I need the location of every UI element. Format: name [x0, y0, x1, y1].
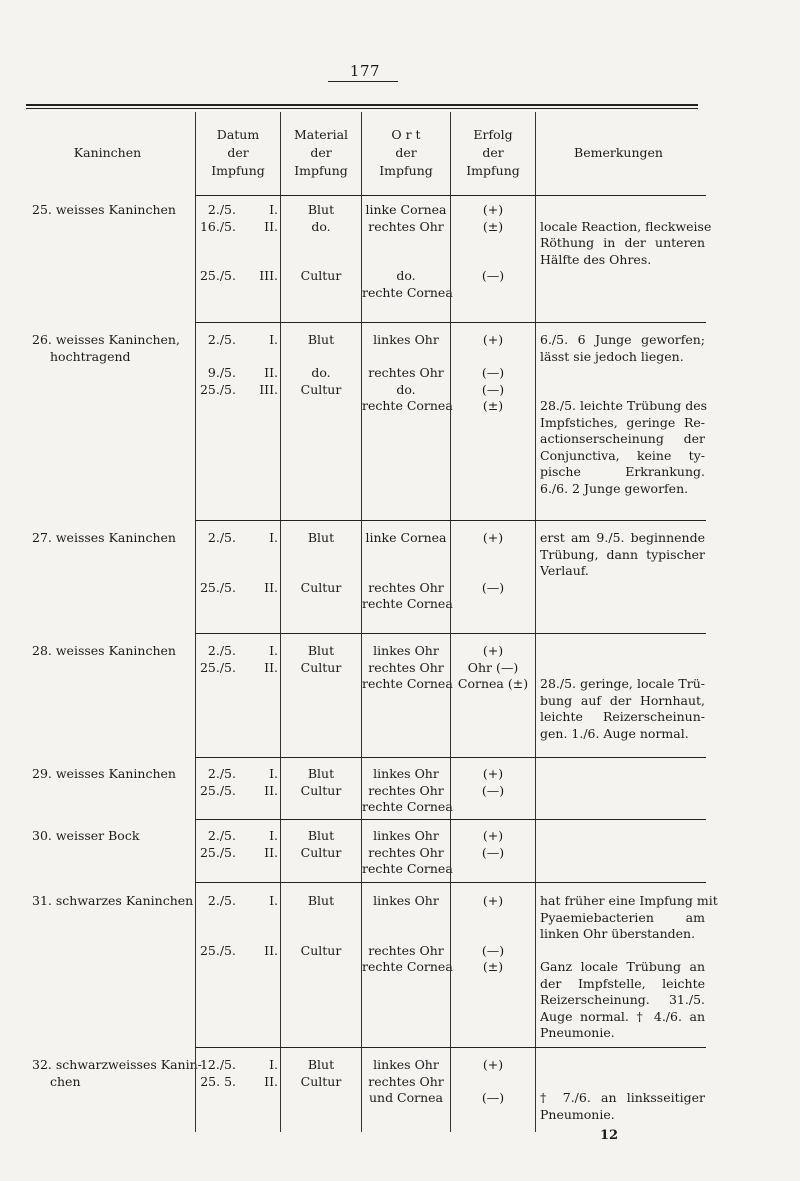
row-material: Cultur	[300, 659, 342, 675]
row-material: Blut	[307, 893, 335, 908]
header-ort: O r t der Impfung	[379, 127, 433, 178]
row-name: 31. schwarzes Kaninchen	[32, 893, 194, 908]
row-separator	[195, 195, 706, 196]
row-erfolg: (+)	[482, 828, 504, 843]
row-bemerkung: pische Erkrankung.	[540, 464, 705, 479]
page-number-underline	[328, 81, 398, 82]
row-erfolg: (±)	[482, 959, 504, 974]
row-bemerkung: Pneumonie.	[540, 1025, 615, 1040]
row-erfolg: (—)	[481, 381, 505, 397]
header-datum: Datum der Impfung	[211, 127, 265, 178]
row-impfung-number: II.	[264, 782, 278, 798]
top-rule-thin	[26, 108, 698, 109]
row-bemerkung: Reizerscheinung. 31./5.	[540, 992, 705, 1007]
row-bemerkung: Trübung, dann typischer	[540, 546, 705, 562]
row-date: 25./5.	[199, 579, 236, 595]
row-date: 16./5.	[199, 218, 236, 234]
row-erfolg: (—)	[481, 782, 505, 798]
row-date: 2./5.	[207, 643, 236, 658]
row-separator	[195, 1047, 706, 1048]
row-material: Blut	[307, 530, 335, 545]
row-material: Cultur	[300, 381, 342, 397]
row-material: Blut	[307, 766, 335, 781]
row-bemerkung: † 7./6. an linksseitiger	[540, 1090, 705, 1105]
row-date: 25./5.	[199, 844, 236, 860]
row-erfolg: (±)	[482, 218, 504, 234]
row-bemerkung: erst am 9./5. beginnende	[540, 530, 705, 545]
row-date: 25. 5.	[200, 1073, 236, 1089]
row-impfung-number: II.	[264, 365, 278, 380]
row-bemerkung: Pneumonie.	[540, 1106, 615, 1122]
row-bemerkung: lässt sie jedoch liegen.	[540, 348, 684, 364]
row-date: 25./5.	[199, 942, 236, 958]
column-rule	[535, 112, 536, 1132]
row-separator	[195, 520, 706, 521]
row-bemerkung: Pyaemiebacterien am	[540, 909, 705, 925]
row-ort: linkes Ohr	[373, 643, 439, 658]
row-date: 2./5.	[207, 893, 236, 908]
row-bemerkung: actionserscheinung der	[540, 431, 705, 446]
row-ort: rechte Cornea	[362, 959, 453, 974]
column-rule	[450, 112, 451, 1132]
row-material: Cultur	[300, 942, 342, 958]
row-impfung-number: II.	[264, 218, 278, 234]
row-ort: rechte Cornea	[362, 799, 453, 814]
row-bemerkung: Conjunctiva, keine ty-	[540, 447, 705, 463]
row-erfolg: (+)	[482, 202, 504, 217]
row-separator	[195, 757, 706, 758]
row-material: Blut	[307, 202, 335, 217]
row-bemerkung: der Impfstelle, leichte	[540, 975, 705, 991]
row-erfolg: (+)	[482, 530, 504, 545]
row-impfung-number: II.	[264, 942, 278, 958]
row-bemerkung: Auge normal. † 4./6. an	[540, 1008, 705, 1024]
row-ort: linkes Ohr	[373, 1057, 439, 1072]
row-erfolg: (+)	[482, 332, 504, 347]
row-impfung-number: II.	[264, 579, 278, 595]
row-ort: rechte Cornea	[362, 284, 453, 300]
row-impfung-number: I.	[269, 766, 278, 781]
row-impfung-number: III.	[259, 381, 278, 397]
row-impfung-number: II.	[264, 844, 278, 860]
row-date: 25./5.	[199, 782, 236, 798]
row-ort: do.	[396, 268, 416, 283]
row-erfolg: (—)	[481, 579, 505, 595]
row-material: Cultur	[300, 579, 342, 595]
row-erfolg: (—)	[481, 365, 505, 380]
row-erfolg: Ohr (—)	[467, 659, 519, 675]
row-bemerkung: Hälfte des Ohres.	[540, 251, 652, 267]
column-rule	[280, 112, 281, 1132]
row-ort: do.	[396, 381, 416, 397]
column-rule	[195, 112, 196, 1132]
row-material: Blut	[307, 332, 335, 347]
row-impfung-number: I.	[269, 1057, 278, 1072]
row-date: 9./5.	[207, 365, 236, 380]
row-ort: rechtes Ohr	[368, 579, 444, 595]
row-ort: rechtes Ohr	[368, 782, 444, 798]
row-ort: linkes Ohr	[373, 893, 439, 908]
row-date: 25./5.	[199, 268, 236, 283]
row-impfung-number: I.	[269, 643, 278, 658]
row-bemerkung: leichte Reizerscheinun-	[540, 709, 705, 724]
row-ort: linke Cornea	[365, 202, 447, 217]
signature-mark: 12	[600, 1128, 619, 1143]
row-separator	[195, 633, 706, 634]
row-bemerkung: Röthung in der unteren	[540, 235, 705, 250]
header-material: Material der Impfung	[293, 127, 349, 178]
row-erfolg: (—)	[481, 844, 505, 860]
row-erfolg: (—)	[481, 1090, 505, 1105]
page-number: 177	[349, 62, 381, 80]
row-name: 30. weisser Bock	[32, 828, 140, 843]
row-date: 2./5.	[207, 332, 236, 347]
row-erfolg: (+)	[482, 1057, 504, 1072]
row-erfolg: (+)	[482, 893, 504, 908]
row-impfung-number: I.	[269, 893, 278, 908]
row-erfolg: Cornea (±)	[457, 676, 529, 691]
top-rule	[26, 104, 698, 106]
row-name: hochtragend	[50, 348, 131, 364]
header-erfolg: Erfolg der Impfung	[466, 127, 520, 178]
row-bemerkung: gen. 1./6. Auge normal.	[540, 725, 689, 741]
row-name: 25. weisses Kaninchen	[32, 202, 176, 217]
row-name: 26. weisses Kaninchen,	[32, 332, 180, 347]
row-ort: linke Cornea	[365, 530, 447, 545]
row-impfung-number: I.	[269, 530, 278, 545]
row-ort: rechtes Ohr	[368, 942, 444, 958]
row-material: do.	[311, 218, 331, 234]
row-ort: linkes Ohr	[373, 766, 439, 781]
row-material: Blut	[307, 643, 335, 658]
row-bemerkung: Verlauf.	[540, 563, 589, 578]
row-material: Cultur	[300, 844, 342, 860]
row-bemerkung: 28./5. leichte Trübung des	[540, 398, 708, 413]
row-date: 2./5.	[207, 766, 236, 781]
row-impfung-number: II.	[264, 659, 278, 675]
row-bemerkung: Ganz locale Trübung an	[540, 959, 705, 974]
row-ort: rechtes Ohr	[368, 365, 444, 380]
row-date: 25./5.	[199, 381, 236, 397]
row-impfung-number: I.	[269, 332, 278, 347]
row-erfolg: (—)	[481, 268, 505, 283]
row-ort: rechte Cornea	[362, 861, 453, 876]
row-material: Cultur	[300, 268, 342, 283]
row-impfung-number: II.	[264, 1073, 278, 1089]
row-bemerkung: 6./6. 2 Junge geworfen.	[540, 480, 689, 496]
row-ort: rechtes Ohr	[368, 844, 444, 860]
header-bemerkungen: Bemerkungen	[574, 145, 663, 160]
row-material: Cultur	[300, 1073, 342, 1089]
row-erfolg: (+)	[482, 766, 504, 781]
row-date: 2./5.	[207, 530, 236, 545]
row-impfung-number: III.	[259, 268, 278, 283]
row-bemerkung: hat früher eine Impfung mit	[540, 893, 718, 908]
row-ort: linkes Ohr	[373, 332, 439, 347]
row-erfolg: (+)	[482, 643, 504, 658]
row-separator	[195, 882, 706, 883]
row-name: 29. weisses Kaninchen	[32, 766, 176, 781]
row-ort: rechte Cornea	[362, 398, 453, 413]
row-bemerkung: locale Reaction, fleckweise	[540, 218, 712, 234]
row-erfolg: (±)	[482, 398, 504, 413]
row-material: Cultur	[300, 782, 342, 798]
row-name: 32. schwarzweisses Kanin-	[32, 1057, 202, 1072]
row-material: Blut	[307, 1057, 335, 1072]
row-ort: rechtes Ohr	[368, 659, 444, 675]
row-bemerkung: bung auf der Hornhaut,	[540, 692, 705, 708]
row-erfolg: (—)	[481, 942, 505, 958]
row-name: 28. weisses Kaninchen	[32, 643, 176, 658]
row-separator	[195, 322, 706, 323]
row-date: 2./5.	[207, 828, 236, 843]
row-bemerkung: Impfstiches, geringe Re-	[540, 414, 705, 430]
row-date: 25./5.	[199, 659, 236, 675]
row-ort: linkes Ohr	[373, 828, 439, 843]
row-date: 2./5.	[207, 202, 236, 217]
row-bemerkung: 28./5. geringe, locale Trü-	[540, 676, 705, 691]
row-material: Blut	[307, 828, 335, 843]
row-name: 27. weisses Kaninchen	[32, 530, 176, 545]
column-rule	[361, 112, 362, 1132]
row-ort: und Cornea	[368, 1090, 444, 1105]
row-name: chen	[50, 1073, 81, 1089]
row-material: do.	[311, 365, 331, 380]
row-separator	[195, 819, 706, 820]
row-ort: rechte Cornea	[362, 676, 453, 691]
row-ort: rechte Cornea	[362, 596, 453, 611]
row-impfung-number: I.	[269, 202, 278, 217]
row-bemerkung: 6./5. 6 Junge geworfen;	[540, 332, 705, 347]
row-date: 12./5.	[199, 1057, 236, 1072]
row-ort: rechtes Ohr	[368, 218, 444, 234]
row-ort: rechtes Ohr	[368, 1073, 444, 1089]
row-bemerkung: linken Ohr überstanden.	[540, 926, 696, 941]
header-kaninchen: Kaninchen	[73, 145, 142, 160]
row-impfung-number: I.	[269, 828, 278, 843]
